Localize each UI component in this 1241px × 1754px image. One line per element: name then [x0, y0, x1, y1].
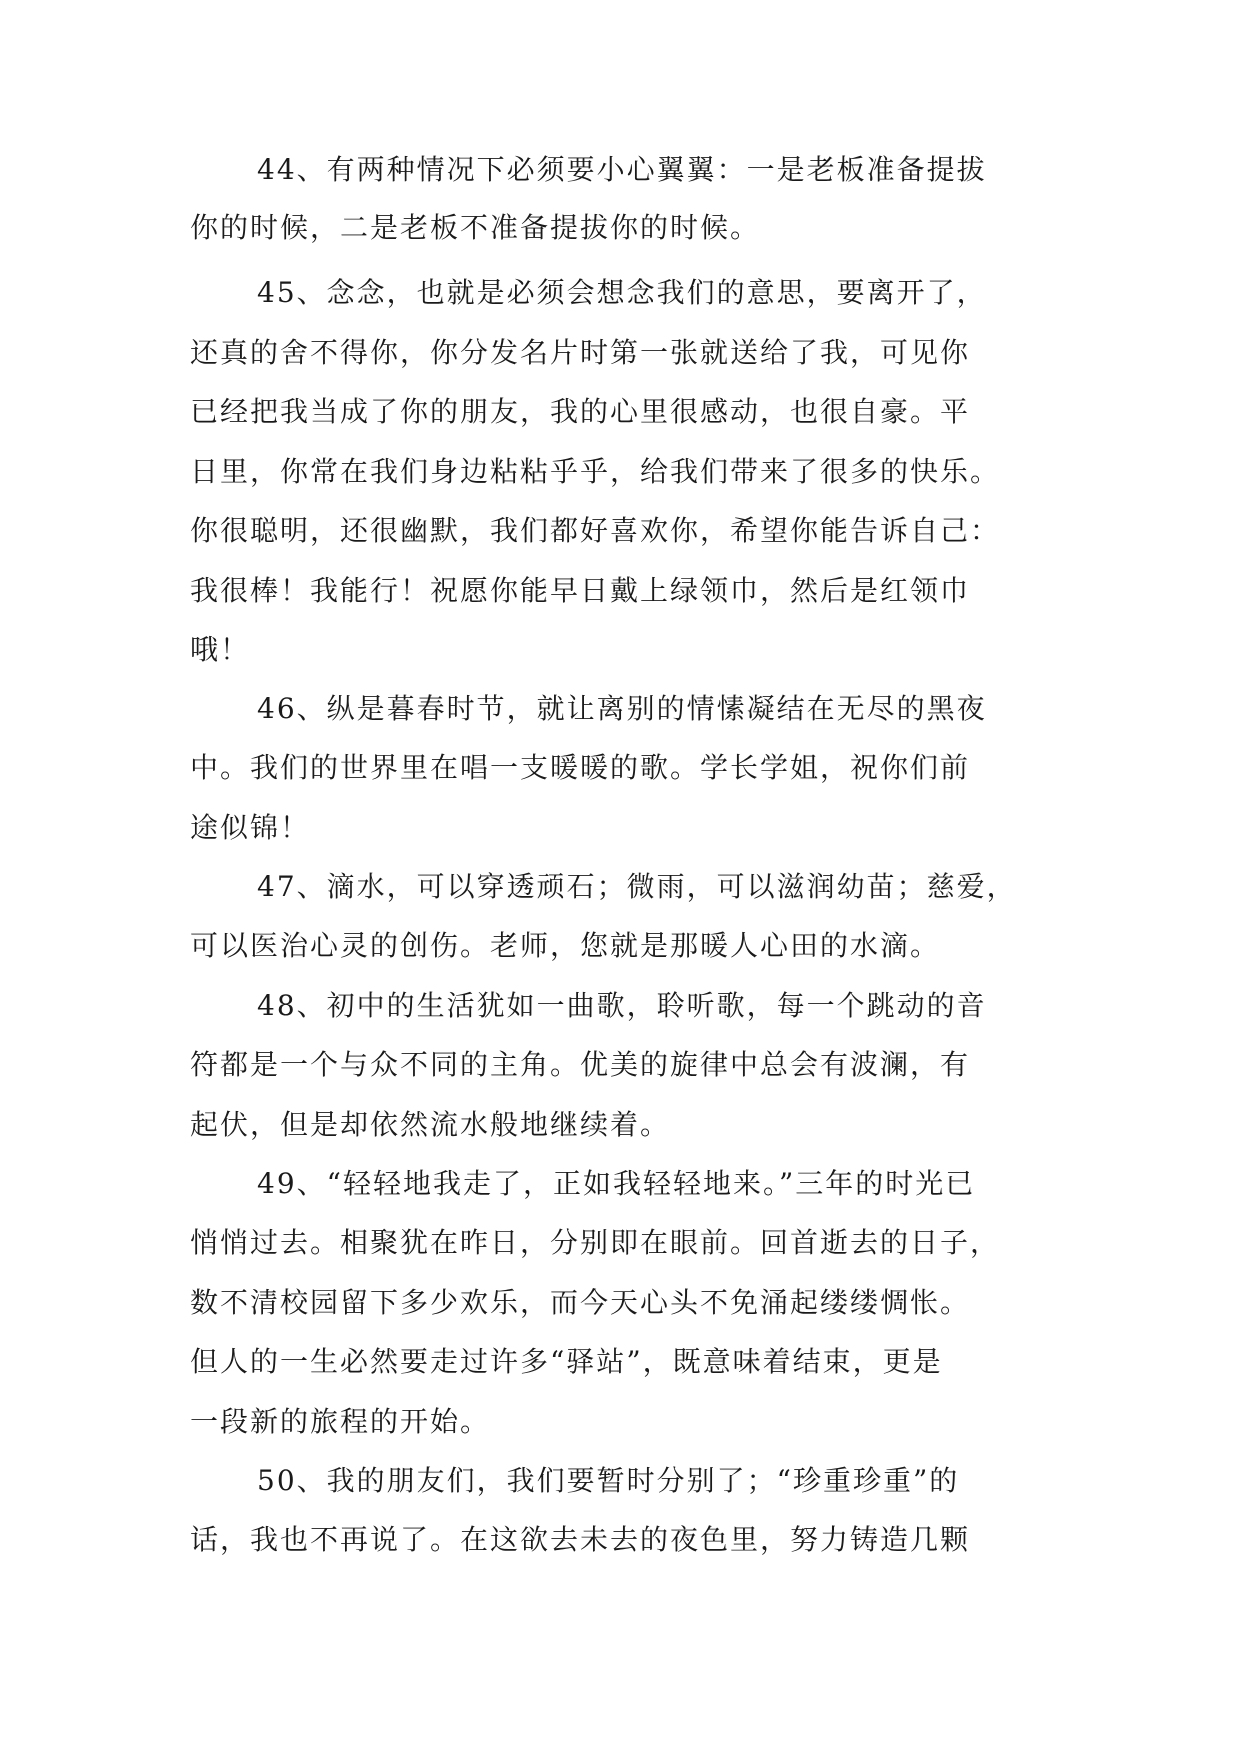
- text-line: 你很聪明，还很幽默，我们都好喜欢你，希望你能告诉自己：: [190, 514, 1001, 547]
- text-line: 数不清校园留下多少欢乐，而今天心头不免涌起缕缕惆怅。: [190, 1286, 971, 1319]
- text-line: 还真的舍不得你，你分发名片时第一张就送给了我，可见你: [190, 336, 971, 369]
- text-line: 日里，你常在我们身边粘粘乎乎，给我们带来了很多的快乐。: [190, 455, 1001, 488]
- text-line: 悄悄过去。相聚犹在昨日，分别即在眼前。回首逝去的日子，: [190, 1226, 1001, 1259]
- text-line: 46、纵是暮春时节，就让离别的情愫凝结在无尽的黑夜: [257, 692, 987, 725]
- text-line: 起伏，但是却依然流水般地继续着。: [190, 1108, 671, 1141]
- text-line: 但人的一生必然要走过许多“驿站”，既意味着结束，更是: [190, 1345, 943, 1378]
- text-line: 50、我的朋友们，我们要暂时分别了；“珍重珍重”的: [257, 1464, 960, 1497]
- text-line: 你的时候，二是老板不准备提拔你的时候。: [190, 211, 761, 244]
- text-line: 话，我也不再说了。在这欲去未去的夜色里，努力铸造几颗: [190, 1523, 971, 1556]
- text-line: 符都是一个与众不同的主角。优美的旋律中总会有波澜，有: [190, 1048, 971, 1081]
- text-line: 49、“轻轻地我走了，正如我轻轻地来。”三年的时光已: [257, 1167, 976, 1200]
- text-line: 哦！: [190, 633, 251, 666]
- text-line: 已经把我当成了你的朋友，我的心里很感动，也很自豪。平: [190, 395, 971, 428]
- text-line: 一段新的旅程的开始。: [190, 1405, 491, 1438]
- text-line: 途似锦！: [190, 811, 311, 844]
- text-line: 47、滴水，可以穿透顽石；微雨，可以滋润幼苗；慈爱，: [257, 870, 1017, 903]
- text-line: 我很棒！我能行！祝愿你能早日戴上绿领巾，然后是红领巾: [190, 574, 971, 607]
- text-line: 44、有两种情况下必须要小心翼翼：一是老板准备提拔: [257, 153, 987, 186]
- text-line: 可以医治心灵的创伤。老师，您就是那暖人心田的水滴。: [190, 929, 941, 962]
- text-line: 中。我们的世界里在唱一支暖暖的歌。学长学姐，祝你们前: [190, 751, 971, 784]
- text-line: 48、初中的生活犹如一曲歌，聆听歌，每一个跳动的音: [257, 989, 987, 1022]
- text-line: 45、念念，也就是必须会想念我们的意思，要离开了，: [257, 276, 987, 309]
